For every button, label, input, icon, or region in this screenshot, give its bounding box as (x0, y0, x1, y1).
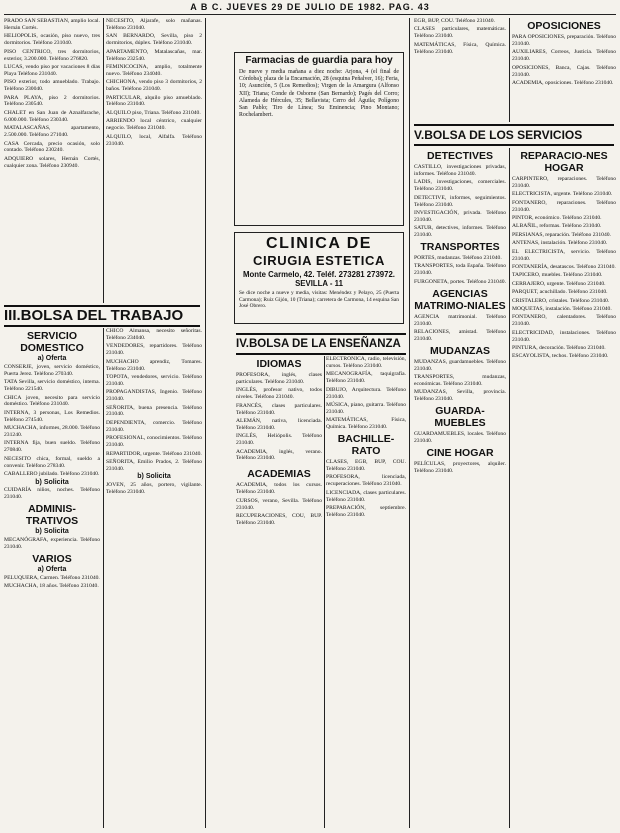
ad: INTERNA fija, buen sueldo. Teléfono 270840. (4, 440, 100, 454)
varios-label: a) Oferta (37, 565, 67, 573)
ad: MOQUETAS, instalación. Teléfono 231040. (512, 306, 612, 312)
ad: GUARDAMUEBLES, locales. Teléfono 231040. (414, 431, 506, 445)
ad: ALQUILO, local, Alfalfa. Teléfono 231040. (106, 133, 202, 147)
ad: SAN BERNARDO, Sevilla, piso 2 dormitorios, dúplex. Teléfono 231040. (106, 33, 202, 47)
column-rule (103, 328, 104, 828)
clinic-line1: CLINICA DE (266, 235, 372, 252)
ad: PROFESORA, licenciada, recuperaciones. Teléfono 231040. (326, 474, 406, 488)
ad: RECUPERACIONES, COU, BUP. Teléfono 231040. (236, 513, 322, 526)
ad: INTERNA, 3 personas, Los Remedios. Teléfono 274540. (4, 409, 100, 423)
ad: CUIDARÍA niños, noches. Teléfono 231040. (4, 487, 100, 501)
ad: CARPINTERO, reparaciones. Teléfono 231040. (512, 176, 616, 189)
edu-right (326, 356, 406, 828)
column-rule (509, 148, 510, 828)
ad: CERRAJERO, urgente. Teléfono 231040. (512, 280, 606, 287)
guarda-title: GUARDA-MUEBLES (434, 405, 486, 430)
ad: DIBUJO, Arquitectura. Teléfono 231040. (326, 386, 406, 400)
column-rule (409, 18, 410, 828)
pharmacy-box (234, 52, 404, 226)
ad: CURSOS, verano, Sevilla. Teléfono 231040. (236, 497, 322, 511)
ad: LUCAS, vendo piso por vacaciones 8 días Playa Teléfono 231040. (4, 63, 100, 77)
ad: CHICA joven, necesito para servicio doméstico. Teléfono 231040. (4, 394, 100, 408)
ad: PROPAGANDISTAS, Ingenio. Teléfono 231040. (106, 389, 202, 403)
ad: CRISTALERO, cristales. Teléfono 231040. (512, 297, 610, 304)
adm-title: ADMINIS-TRATIVOS (25, 503, 79, 528)
ad: DEPENDIENTA, comercio. Teléfono 231040. (106, 419, 202, 433)
ad: MUDANZAS, Sevilla, provincia. Teléfono 231040. (414, 389, 506, 403)
page-header: A B C. JUEVES 29 DE JULIO DE 1982. PAG. 43 (190, 2, 430, 12)
ad: MATEMÁTICAS, Física, Química. Teléfono 231040. (326, 417, 406, 431)
ad: NECESITO chica, formal, sueldo a convenir. Teléfono 278340. (4, 455, 100, 469)
ad: TRANSPORTES, mudanzas, económicas. Teléfono 231040. (414, 374, 506, 388)
ad: ARRIENDO local céntrico, cualquier negocio. Teléfono 231040. (106, 118, 202, 132)
ad: FRANCÉS, clases particulares. Teléfono 231040. (236, 402, 322, 416)
column-5-top (414, 18, 506, 108)
section-title-ensenanza: IV.BOLSA DE LA ENSEÑANZA (236, 333, 406, 355)
ad: PROFESIONAL, conocimientos. Teléfono 231040. (106, 435, 202, 449)
ad: REPARTIDOR, urgente. Teléfono 231040. (106, 450, 202, 457)
column-5 (414, 148, 506, 828)
clinic-ad (234, 232, 404, 324)
oferta-label: a) Oferta (37, 355, 67, 362)
clinic-bus: Se dice noche a nueve y media, visitas: Menéndez y Pelayo, 25 (Puerta Carmona); Ruiz Gijón, 10 (Triana); carretera de Carmona, 14 esquina San José Obrero. (239, 290, 399, 309)
ad: LADIS, investigaciones, comerciales. Teléfono 231040. (414, 179, 506, 193)
reparaciones-title: REPARACIO-NES HOGAR (520, 150, 608, 174)
ad: ALQUILO piso, Triana. Teléfono 231040. (106, 109, 201, 116)
section-title-servicios: V.BOLSA DE LOS SERVICIOS (414, 124, 614, 146)
ad: MÚSICA, piano, guitarra. Teléfono 231040. (326, 401, 406, 415)
ad: ALEMÁN, nativa, licenciada. Teléfono 231040. (236, 417, 322, 431)
header-rule (4, 14, 616, 15)
ad: PARTICULAR, alquilo piso amueblado. Teléfono 231040. (106, 94, 202, 108)
ad: CHICO Almansa, necesito señoritas. Teléfono 234040. (106, 328, 202, 341)
ad: PARA OPOSICIONES, preparación. Teléfono 231040. (512, 34, 616, 47)
ad: PISO CENTRICO, tres dormitorios, exterior, 3.200.000. Teléfono 276820. (4, 48, 100, 62)
ad: JOVEN, 25 años, portero, vigilante. Teléfono 231040. (106, 482, 202, 496)
clinic-line2: CIRUGIA ESTETICA (253, 253, 385, 268)
ad: ELECTRICIDAD, instalaciones. Teléfono 231040. (512, 329, 616, 343)
ad: ADQUIERO solares, Hernán Cortés, cualquier zona. Teléfono 230940. (4, 155, 100, 169)
ad: TOPOTA, vendedores, servicio. Teléfono 231040. (106, 373, 202, 387)
ad: FONTANERO, reparaciones. Teléfono 231040. (512, 199, 616, 213)
ad: CLASES particulares, matemáticas. Teléfono 231040. (414, 26, 506, 40)
ad: PELÍCULAS, proyectores, alquiler. Teléfono 231040. (414, 461, 506, 474)
pharmacy-text: De nueve y media mañana a diez noche: Arjona, 4 (el final de Córdoba); plaza de la Encarnación, 28 (esquina Peñalver, 16); Feria, 10; Asunción, 5 (Los Remedios); Virgen de la Amargura (Alfonso XII); Triana; Conde de Osborne (San Bernardo); Pagés del Corro; Alameda de Hércules, 35; Bellavista; Cerro del Águila; Polígono San Pablo; Tiro de Línea; Su Eminencia; Pino Montano; Rochelambert. (239, 69, 399, 119)
column-rule (509, 18, 510, 122)
ad: HELIOPOLIS, ocasión, piso nuevo, tres dormitorios. Teléfono 231040. (4, 33, 100, 47)
ad: ACADEMIA, oposiciones. Teléfono 231040. (512, 79, 614, 86)
column-2 (106, 18, 202, 303)
ad: CONSERJE, joven, servicio doméstico, Puerta Jerez. Teléfono 270340. (4, 363, 100, 377)
column-1-lower (4, 328, 100, 828)
column-rule (324, 356, 325, 828)
ad: INVESTIGACIÓN, privada. Teléfono 231040. (414, 209, 506, 223)
ad: INGLÉS, profesor nativo, todos niveles. Teléfono 231040. (236, 387, 322, 401)
ad: TAPICERO, muebles. Teléfono 231040. (512, 272, 603, 279)
ad: EGB, BUP, COU. Teléfono 231040. (414, 18, 495, 24)
ad: VENDEDORES, repartidores. Teléfono 231040. (106, 343, 202, 357)
ad: PINTURA, decoración. Teléfono 231040. (512, 345, 606, 352)
ad: APARTAMENTO, Matalascañas, mar. Teléfono 232540. (106, 48, 202, 62)
ad: ESCAYOLISTA, techos. Teléfono 231040. (512, 353, 609, 360)
column-6-top (512, 18, 616, 122)
ad: FONTANERÍA, desatascos. Teléfono 231040. (512, 263, 616, 270)
ad: TRANSPORTES, toda España. Teléfono 231040. (414, 263, 506, 277)
ad: CABALLERO jubilado. Teléfono 231040. (4, 471, 100, 478)
detectives-title: DETECTIVES (427, 150, 493, 162)
ad: MUCHACHA, informes, 28.000. Teléfono 231240. (4, 425, 100, 439)
col2-demanda-label: b) Solicita (137, 473, 171, 481)
ad: PISO exterior, todo amueblado. Trabajo. Teléfono 230040. (4, 79, 100, 93)
ad: SEÑORITA, buena presencia. Teléfono 231040. (106, 404, 202, 418)
academias-title: ACADEMIAS (247, 468, 311, 481)
ad: FEMINICOCINA, amplio, totalmente nuevo. Teléfono 234040. (106, 63, 202, 77)
ad: MATEMÁTICAS, Física, Química. Teléfono 231040. (414, 41, 506, 55)
column-rule (205, 18, 206, 828)
ad: MECANOGRAFÍA, taquigrafía. Teléfono 231040. (326, 371, 406, 385)
ad: ALBAÑIL, reformas. Teléfono 231040. (512, 223, 602, 230)
ad: PARQUET, acuchillado. Teléfono 231040. (512, 289, 608, 296)
ad: MECANÓGRAFA, experiencia. Teléfono 231040. (4, 537, 100, 551)
idiomas-title: IDIOMAS (256, 358, 302, 370)
ad: MUCHACHO aprendiz, Tomares. Teléfono 231040. (106, 358, 202, 372)
edu-left (236, 356, 322, 828)
agencias-title: AGENCIAS MATRIMO-NIALES (414, 287, 506, 312)
ad: AGENCIA matrimonial. Teléfono 231040. (414, 313, 506, 327)
ad: ELECTRÓNICA, radio, televisión, cursos. Teléfono 231040. (326, 356, 406, 369)
ad: OPOSICIONES, Banca, Cajas. Teléfono 231040. (512, 64, 616, 78)
cine-title: CINE HOGAR (426, 447, 494, 460)
column-6 (512, 148, 616, 828)
ad: PREPARACIÓN, septiembre. Teléfono 231040. (326, 505, 406, 518)
varios-title: VARIOS (32, 552, 72, 565)
ad: DETECTIVE, informes, seguimientos. Teléfono 231040. (414, 194, 506, 208)
bachillerato-title: BACHILLE-RATO (337, 433, 395, 458)
ad: AUXILIARES, Correos, Justicia. Teléfono 231040. (512, 49, 616, 63)
ad: PINTOR, económico. Teléfono 231040. (512, 215, 602, 222)
ad: LICENCIADA, clases particulares. Teléfono 231040. (326, 489, 406, 503)
ad: INGLÉS, Heliópolis. Teléfono 231040. (236, 433, 322, 447)
ad: NECESITO, Aljarafe, solo mañanas. Teléfono 231040. (106, 18, 202, 31)
ad: CHICHONA, vendo piso 3 dormitorios, 2 baños. Teléfono 231040. (106, 79, 202, 93)
ad: RELACIONES, amistad. Teléfono 231040. (414, 329, 506, 342)
ad: SEÑORITA, Emilio Prados, 2. Teléfono 231040. (106, 458, 202, 472)
ad: CLASES, EGB, BUP, COU. Teléfono 231040. (326, 459, 406, 472)
section-title-trabajo: III.BOLSA DEL TRABAJO (4, 305, 200, 327)
transportes-title: TRANSPORTES (420, 241, 500, 254)
ad: FONTANERO, calentadores. Teléfono 231040. (512, 314, 616, 328)
ad: ACADEMIA, todos los cursos. Teléfono 231040. (236, 482, 322, 496)
ad: MUCHACHA, 18 años. Teléfono 231040. (4, 583, 99, 590)
ad: PERSIANAS, reparación. Teléfono 231040. (512, 231, 611, 238)
ad: SATUR, detectives, informes. Teléfono 231040. (414, 225, 506, 239)
ad: ELECTRICISTA, urgente. Teléfono 231040. (512, 191, 613, 198)
mudanzas-title: MUDANZAS (429, 344, 491, 357)
ad: PRADO SAN SEBASTIAN, amplio local. Hernán Cortés. (4, 18, 100, 31)
ad: PARA PLAYA, piso 2 dormitorios. Teléfono 230540. (4, 94, 100, 108)
demanda-label: b) Solicita (35, 478, 69, 486)
ad: PELUQUERA, Carmen. Teléfono 231040. (4, 574, 100, 581)
ad: FURGONETA, portes. Teléfono 231040. (414, 278, 506, 285)
column-rule (103, 18, 104, 303)
ad: CASA Cercada, precio ocasión, solo contado. Teléfono 230240. (4, 140, 100, 154)
column-2-lower (106, 328, 202, 828)
clinic-address: Monte Carmelo, 42. Teléf. 273281 273972. SEVILLA - 11 (243, 270, 395, 288)
ad: PROFESORA, inglés, clases particulares. Teléfono 231040. (236, 372, 322, 385)
oposiciones-title: OPOSICIONES (527, 20, 601, 32)
ad: CASTILLO, investigaciones privadas, informes. Teléfono 231040. (414, 164, 506, 177)
ad: MATALASCAÑAS, apartamento, 2.500.000. Teléfono 271040. (4, 125, 100, 139)
adm-label: b) Solicita (35, 528, 69, 536)
ad: CHALET en San Juan de Aznalfarache, 6.000.000. Teléfono 230340. (4, 109, 100, 123)
pharmacy-title: Farmacias de guardia para hoy (245, 55, 393, 66)
ad: ACADEMIA, inglés, verano. Teléfono 231040. (236, 448, 322, 462)
ad: TATA Sevilla, servicio doméstico, interna. Teléfono 221540. (4, 379, 100, 393)
col1-ads-top (4, 18, 100, 170)
ad: ANTENAS, instalación. Teléfono 231040. (512, 240, 608, 247)
ad: EL ELECTRICISTA, servicio. Teléfono 231040. (512, 248, 616, 262)
ad: MUDANZAS, guardamuebles. Teléfono 231040. (414, 358, 506, 372)
servicio-title: SERVICIO DOMESTICO (20, 330, 84, 354)
ad: PORTES, mudanzas. Teléfono 231040. (414, 255, 502, 262)
